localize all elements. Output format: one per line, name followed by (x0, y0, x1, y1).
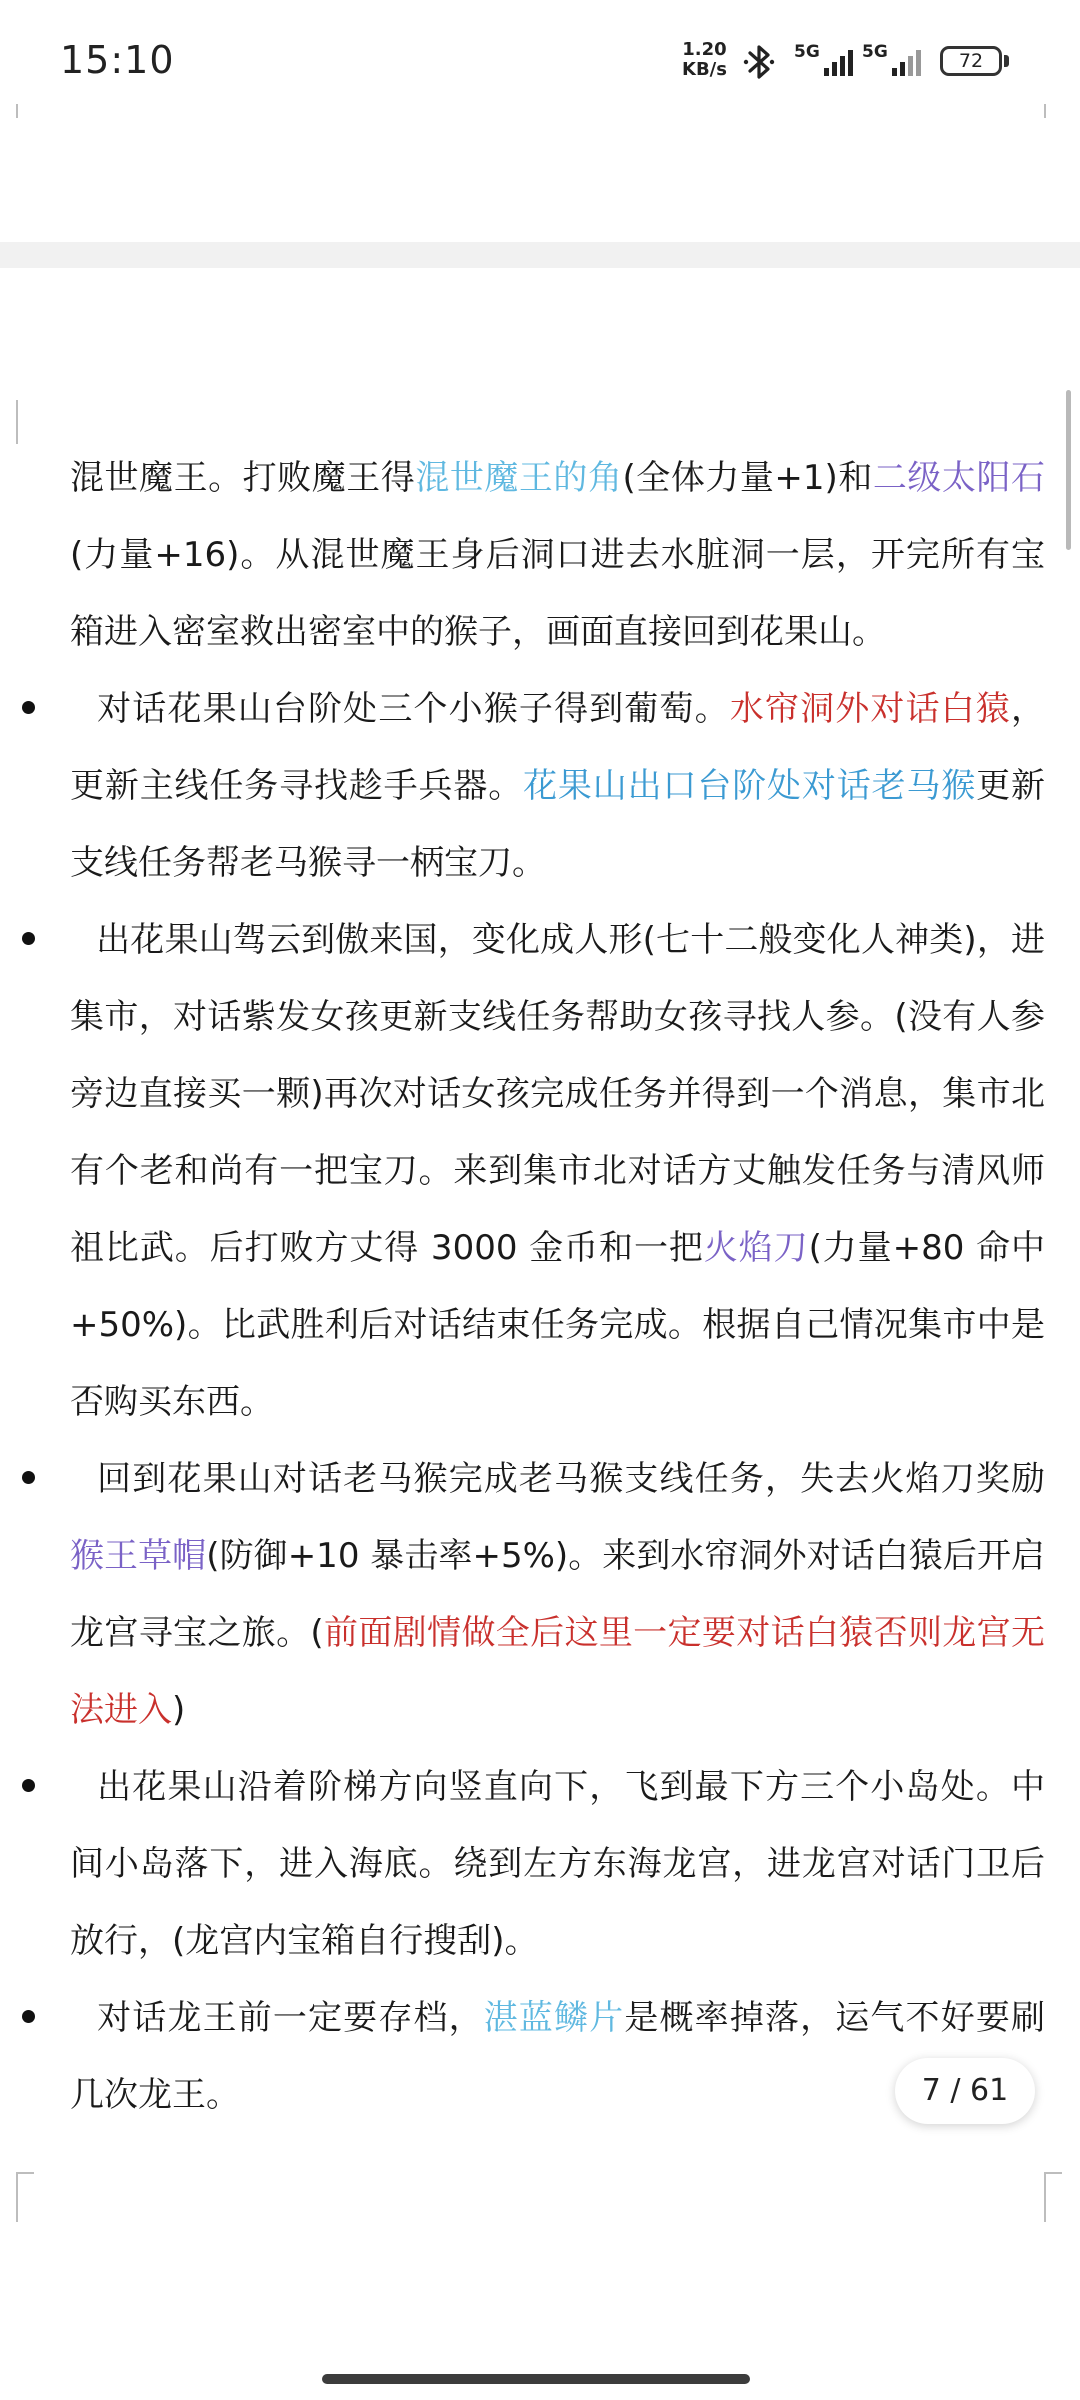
battery-level: 72 (958, 50, 984, 72)
page-corner-mark (16, 400, 18, 444)
highlight-text: 火焰刀 (703, 1228, 809, 1268)
cellular-signal-1 (794, 42, 864, 78)
highlight-text: 湛蓝鳞片 (483, 1998, 625, 2038)
signal-bars-icon (890, 46, 930, 78)
highlight-text: 猴王草帽 (70, 1536, 207, 1576)
battery-tip (1004, 55, 1009, 67)
battery-icon (940, 46, 1002, 76)
bullet-icon (22, 1471, 35, 1484)
home-indicator[interactable] (322, 2374, 750, 2384)
page-break-band (0, 242, 1080, 268)
bullet-icon (22, 1779, 35, 1792)
bullet-icon (22, 932, 35, 945)
highlight-text: 花果山出口台阶处对话老马猴 (523, 766, 977, 806)
current-page: 7 (921, 2073, 941, 2108)
cellular-signal-2 (862, 42, 932, 78)
text-segment: 更新支线任务帮老马猴寻一柄宝刀。 (70, 766, 1046, 883)
text-segment: 出花果山驾云到傲来国，变化成人形(七十二般变化人神类)，进集市，对话紫发女孩更新支线任务帮助女孩寻找人参。(没有人参旁边直接买一颗)再次对话女孩完成任务并得到一个消息，集市北有个老和尚有一把宝刀。来到集市北对话方丈触发任务与清风师祖比武。后打败方丈得 3000 金币和一把 (70, 920, 1045, 1268)
highlight-text: 二级太阳石 (872, 458, 1045, 498)
text-segment: (防御+10 暴击率+5%)。来到水帘洞外对话白猿后开启龙宫寻宝之旅。( (70, 1536, 1046, 1653)
page-corner-mark (16, 2172, 34, 2174)
network-speed-unit: KB/s (682, 59, 727, 80)
text-segment: 是概率掉落，运气不好要刷几次龙王。 (70, 1998, 1046, 2115)
text-segment: 出花果山沿着阶梯方向竖直向下，飞到最下方三个小岛处。中间小岛落下，进入海底。绕到左方东海龙宫，进龙宫对话门卫后放行，(龙宫内宝箱自行搜刮)。 (70, 1767, 1045, 1961)
paragraph (70, 440, 1045, 671)
highlight-text: 水帘洞外对话白猿 (729, 689, 1012, 729)
network-speed-value: 1.20 (682, 39, 727, 60)
bullet-icon (22, 2010, 35, 2023)
bullet-paragraph (70, 1980, 1045, 2134)
bullet-icon (22, 701, 35, 714)
signal-bars-icon (822, 46, 862, 78)
text-segment: 混世魔王。打败魔王得 (70, 458, 416, 498)
page-corner-mark (16, 104, 18, 118)
status-time: 15:10 (60, 38, 175, 82)
scrollbar-thumb[interactable] (1066, 390, 1071, 550)
bullet-paragraph (70, 1749, 1045, 1980)
network-speed (682, 40, 727, 80)
bluetooth-icon (742, 42, 776, 82)
highlight-text: 前面剧情做全后这里一定要对话白猿否则龙宫无法进入 (70, 1613, 1046, 1730)
page-corner-mark (1044, 2172, 1046, 2222)
highlight-text: 混世魔王的角 (415, 458, 623, 498)
bullet-paragraph (70, 902, 1045, 1441)
network-type-label: 5G (862, 42, 888, 62)
text-segment: 回到花果山对话老马猴完成老马猴支线任务，失去火焰刀奖励 (96, 1459, 1045, 1499)
page-corner-mark (1044, 2172, 1062, 2174)
text-segment: ) (172, 1690, 186, 1730)
page-indicator[interactable] (895, 2058, 1035, 2124)
page-separator: / (950, 2073, 961, 2108)
text-segment: 对话龙王前一定要存档， (96, 1998, 484, 2038)
status-bar (0, 0, 1080, 110)
total-pages: 61 (970, 2073, 1009, 2108)
document-body (70, 440, 1045, 2134)
text-segment: (力量+16)。从混世魔王身后洞口进去水脏洞一层，开完所有宝箱进入密室救出密室中的猴子，画面直接回到花果山。 (70, 535, 1045, 652)
text-segment: (力量+80 命中+50%)。比武胜利后对话结束任务完成。根据自己情况集市中是否购买东西。 (70, 1228, 1045, 1422)
bullet-paragraph (70, 671, 1045, 902)
text-segment: ，更新主线任务寻找趁手兵器。 (70, 689, 1046, 806)
text-segment: 对话花果山台阶处三个小猴子得到葡萄。 (96, 689, 730, 729)
text-segment: (全体力量+1)和 (622, 458, 873, 498)
network-type-label: 5G (794, 42, 820, 62)
page-corner-mark (1044, 104, 1046, 118)
bullet-paragraph (70, 1441, 1045, 1749)
page-corner-mark (16, 2172, 18, 2222)
